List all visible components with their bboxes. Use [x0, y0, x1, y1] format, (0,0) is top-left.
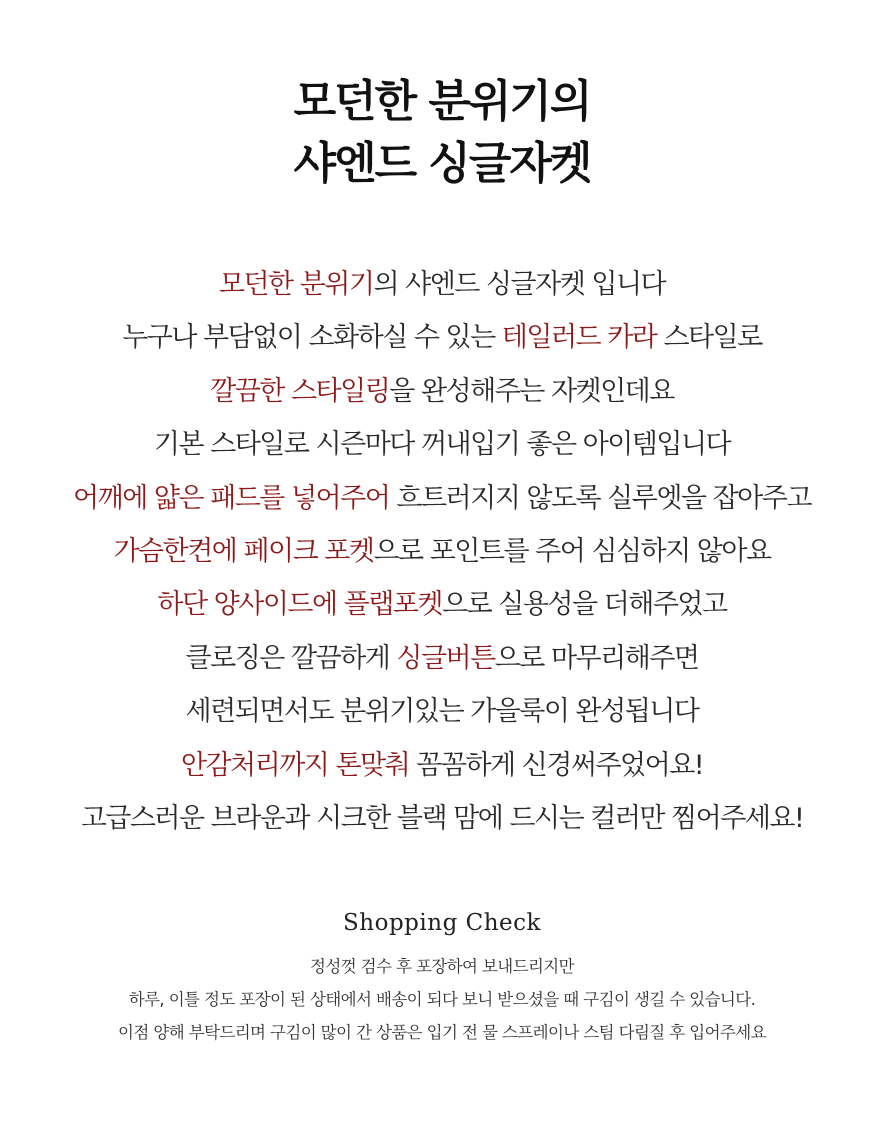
description-line [0, 689, 884, 742]
description-line [0, 743, 884, 796]
highlight-text: 하단 양사이드에 플랩포켓 [157, 589, 442, 621]
description-text: 흐트러지지 않도록 실루엣을 잡아주고 [389, 482, 811, 514]
shopping-note-line: 이점 양해 부탁드리며 구김이 많이 간 상품은 입기 전 물 스프레이나 스팀 다림질 후 입어주세요 [118, 1023, 766, 1042]
description-text: 스타일로 [656, 322, 762, 354]
description-text: 세련되면서도 분위기있는 가을룩이 완성됩니다 [185, 696, 699, 728]
highlight-text: 테일러드 카라 [501, 322, 657, 354]
description-line [0, 796, 884, 849]
description-text: 고급스러운 브라운과 시크한 블랙 맘에 드시는 컬러만 찜어주세요! [80, 802, 804, 834]
highlight-text: 안감처리까지 톤맞춰 [180, 749, 410, 781]
shopping-check-title: Shopping Check [343, 910, 541, 936]
shopping-note-line: 정성껏 검수 후 포장하여 보내드리지만 [309, 957, 574, 976]
shopping-note-line: 하루, 이틀 정도 포장이 된 상태에서 배송이 되다 보니 받으셨을 때 구김이 생길 수 있습니다. [128, 990, 756, 1009]
description-line [0, 529, 884, 582]
description-text: 꼼꼼하게 신경써주었어요! [409, 749, 704, 781]
description-text: 기본 스타일로 시즌마다 꺼내입기 좋은 아이템입니다 [153, 429, 731, 461]
description-text: 의 샤엔드 싱글자켓 입니다 [373, 269, 666, 300]
shopping-check-notes [0, 952, 884, 1051]
description-text: 누구나 부담없이 소화하실 수 있는 [122, 322, 502, 354]
highlight-text: 깔끔한 스타일링 [210, 375, 390, 407]
description-text: 을 완성해주는 자켓인데요 [389, 375, 674, 407]
highlight-text: 어깨에 얇은 패드를 넣어주어 [73, 482, 390, 514]
description-line [0, 422, 884, 475]
description-line [0, 315, 884, 368]
highlight-text: 싱글버튼 [396, 642, 495, 674]
headline-line-2: 샤엔드 싱글자켓 [293, 138, 591, 189]
description-text: 으로 실용성을 더해주었고 [442, 589, 727, 621]
headline-line-1: 모던한 분위기의 [293, 76, 591, 127]
description-text: 으로 포인트를 주어 심심하지 않아요 [373, 535, 771, 567]
description-text: 클로징은 깔끔하게 [185, 642, 397, 674]
description-line [0, 636, 884, 689]
description-block [0, 262, 884, 849]
highlight-text: 가슴한켠에 페이크 포켓 [113, 535, 374, 567]
description-line [0, 262, 884, 315]
description-line [0, 582, 884, 635]
description-line [0, 369, 884, 422]
description-line [0, 476, 884, 529]
description-text: 으로 마무리해주면 [494, 642, 699, 674]
highlight-text: 모던한 분위기 [218, 269, 374, 300]
